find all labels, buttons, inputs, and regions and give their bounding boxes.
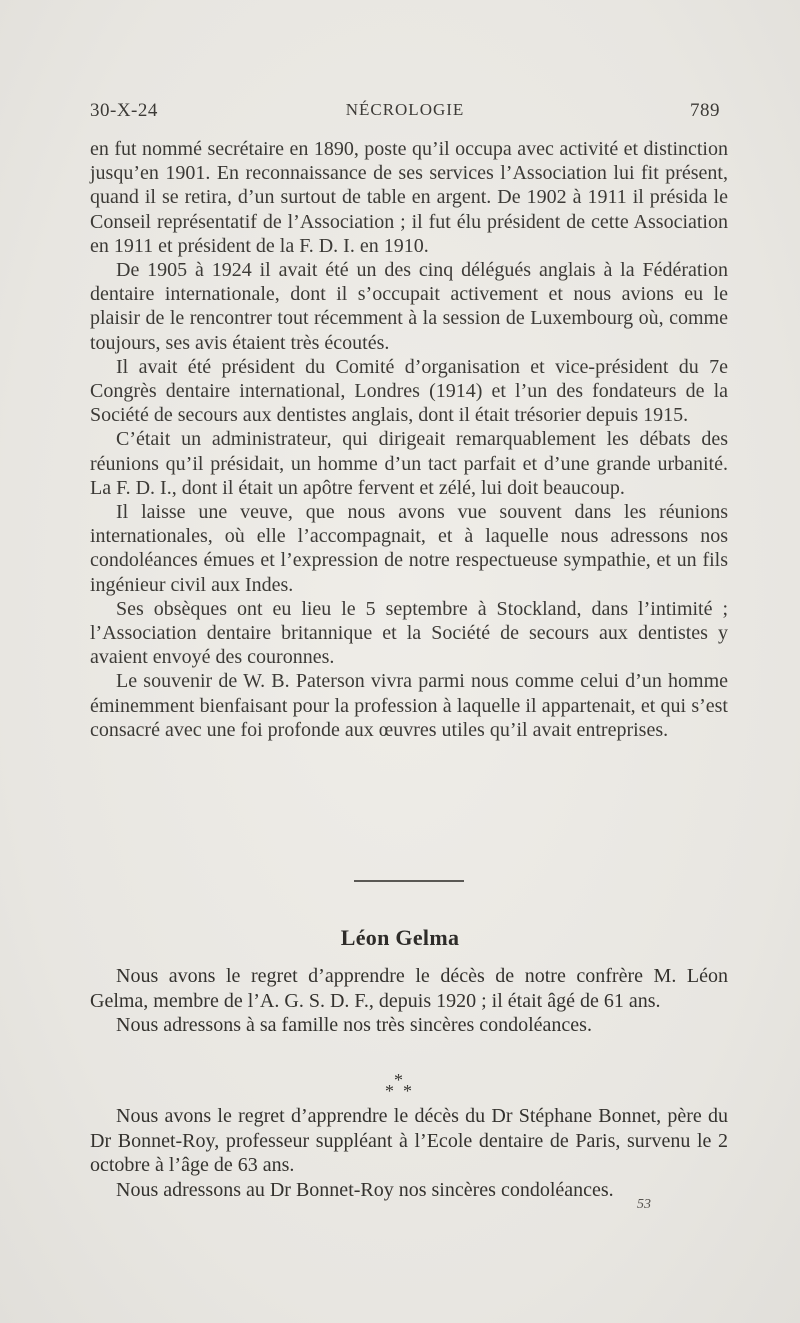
paragraph: Nous adressons au Dr Bonnet-Roy nos sincères condoléances. (116, 1178, 614, 1201)
paragraph: Il avait été président du Comité d’organisation et vice-président du 7e Congrès dentaire international, Londres (1914) et l’un des fondateurs de la Société de secours aux dentistes anglais, dont il était trésorier depuis 1915. (90, 355, 728, 427)
header-date: 30-X-24 (90, 100, 158, 121)
paterson-obituary-text (90, 137, 728, 742)
running-head (90, 100, 720, 126)
paragraph: Le souvenir de W. B. Paterson vivra parmi nous comme celui d’un homme éminemment bienfaisant pour la profession à laquelle il appartenait, et qui s’est consacré avec une foi profonde aux œuvres utiles qu’il avait entreprises. (90, 670, 728, 741)
paragraph: C’était un administrateur, qui dirigeait remarquablement les débats des réunions qu’il présidait, un homme d’un tact parfait et d’une grande urbanité. La F. D. I., dont il était un apôtre fervent et zélé, lui doit beaucoup. (90, 428, 728, 499)
bonnet-obituary-text (90, 1104, 728, 1202)
paragraph: Il laisse une veuve, que nous avons vue souvent dans les réunions internationales, où elle l’accompagnait, et à laquelle nous adressons nos condoléances émues et l’expression de notre respectueuse sympathie, et un fils ingénieur civil aux Indes. (90, 501, 728, 596)
section-divider (354, 880, 464, 882)
paragraph: Ses obsèques ont eu lieu le 5 septembre à Stockland, dans l’intimité ; l’Association dentaire britannique et la Société de secours aux dentistes y avaient envoyé des couronnes. (90, 597, 728, 669)
header-section-title: NÉCROLOGIE (345, 100, 465, 119)
paragraph: De 1905 à 1924 il avait été un des cinq délégués anglais à la Fédération dentaire internationale, dont il s’occupait activement et nous avions eu le plaisir de le rencontrer tout récemment à la session de Luxembourg où, comme toujours, ses avis étaient très écoutés. (90, 259, 728, 354)
asterism-separator: * * * (385, 1070, 412, 1101)
obituary-heading: Léon Gelma (340, 925, 460, 950)
paragraph: Nous avons le regret d’apprendre le décès du Dr Stéphane Bonnet, père du Dr Bonnet-Roy, professeur suppléant à l’Ecole dentaire de Paris, survenu le 2 octobre à l’âge de 63 ans. (90, 1105, 728, 1176)
gelma-obituary-text (90, 964, 728, 1038)
paragraph: Nous avons le regret d’apprendre le décès de notre confrère M. Léon Gelma, membre de l’A. G. S. D. F., depuis 1920 ; il était âgé de 61 ans. (90, 965, 728, 1012)
page-number: 789 (690, 100, 720, 121)
paragraph: en fut nommé secrétaire en 1890, poste qu’il occupa avec activité et distinction jusqu’en 1901. En reconnaissance de ses services l’Association lui fit présent, quand il se retira, d’un surtout de table en argent. De 1902 à 1911 il présida le Conseil représentatif de l’Association ; il fut élu président de cette Association en 1911 et président de la F. D. I. en 1910. (90, 138, 728, 257)
paragraph: Nous adressons à sa famille nos très sincères condoléances. (116, 1014, 592, 1036)
signature-mark: 53 (637, 1197, 651, 1212)
